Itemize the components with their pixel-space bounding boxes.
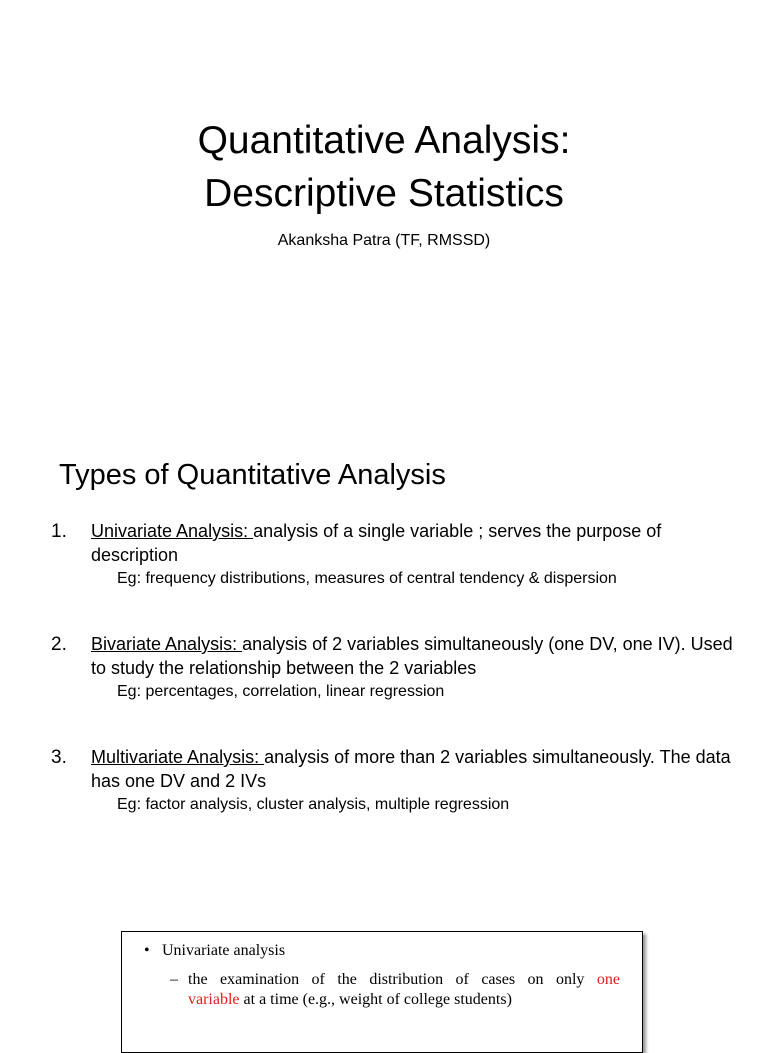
list-item-term: Univariate Analysis: (91, 521, 254, 541)
list-item-example: Eg: factor analysis, cluster analysis, multiple regression (117, 796, 510, 813)
figure-line1-highlight: one (596, 971, 620, 988)
dash-icon: – (170, 971, 178, 988)
slide-subtitle: Akanksha Patra (TF, RMSSD) (277, 232, 491, 249)
list-item-example: Eg: percentages, correlation, linear regression (117, 683, 445, 700)
slide-title-line-1: Quantitative Analysis: (197, 119, 571, 162)
figure-sub-line-1 (188, 970, 620, 990)
bullet-icon: • (144, 942, 150, 959)
figure-bullet-text: Univariate analysis (162, 942, 286, 959)
embedded-figure (121, 931, 643, 1053)
figure-line2-highlight: variable (188, 991, 240, 1008)
list-item-description: analysis of 2 variables simultaneously (one DV, one IV). Used to study the relationship between the 2 variables (91, 634, 733, 678)
list-item-number: 3. (51, 747, 67, 768)
list-item-description: analysis of a single variable ; serves the purpose of description (91, 521, 662, 565)
list-item-term: Bivariate Analysis: (91, 634, 243, 654)
list-item-example: Eg: frequency distributions, measures of central tendency & dispersion (117, 570, 617, 587)
list-item (51, 519, 751, 589)
figure-bullet (144, 941, 285, 961)
section-heading: Types of Quantitative Analysis (59, 459, 446, 491)
figure-line2-suffix: at a time (e.g., weight of college students) (243, 991, 512, 1008)
list-item-number: 1. (51, 521, 67, 542)
list-item-term: Multivariate Analysis: (91, 747, 265, 767)
figure-line1-prefix: the examination of the distribution of cases on only (188, 971, 585, 988)
slide-title-line-2: Descriptive Statistics (204, 172, 564, 215)
figure-sub-line-2 (188, 990, 620, 1010)
list-item (51, 632, 751, 702)
list-item-number: 2. (51, 634, 67, 655)
figure-sub-bullet (170, 970, 620, 1010)
list-item-text (91, 745, 751, 793)
list-item-description: analysis of more than 2 variables simultaneously. The data has one DV and 2 IVs (91, 747, 731, 791)
list-item (51, 745, 751, 815)
list-item-text (91, 632, 751, 680)
list-item-text (91, 519, 751, 567)
